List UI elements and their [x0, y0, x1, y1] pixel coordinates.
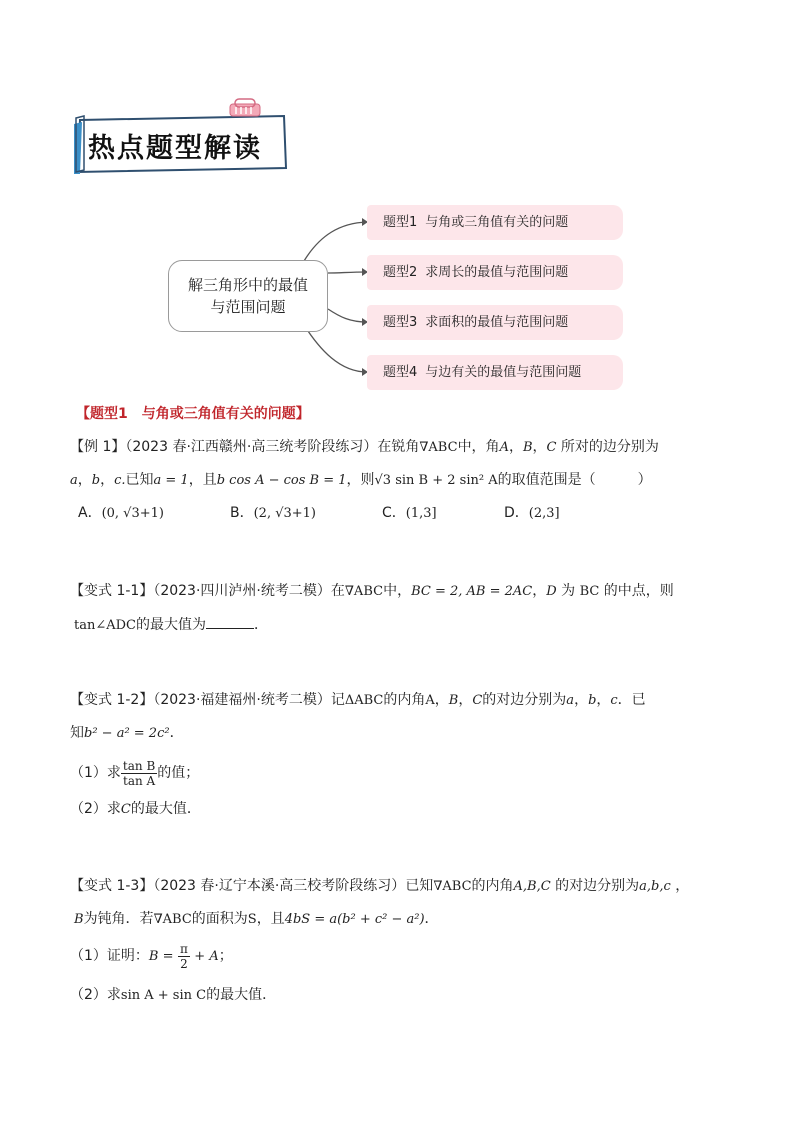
math: 4bS = a(b² + c² − a²)	[284, 912, 425, 927]
mindmap-branch-1	[367, 205, 623, 240]
math: ΔABC	[344, 693, 384, 708]
text: 知	[70, 725, 84, 741]
mindmap-root-label: 解三角形中的最值与范围问题	[187, 276, 308, 316]
math: b	[588, 693, 597, 708]
option-b	[230, 503, 316, 524]
text: ，	[458, 692, 473, 708]
variant-1-2-question-1	[70, 757, 199, 789]
option-value: (2, √3+1)	[253, 506, 317, 521]
variant-1-3-question-1	[70, 940, 233, 973]
branch-tag: 题型1	[383, 215, 418, 230]
variant-1-1-line-2	[74, 614, 268, 636]
math: BC = 2, AB = 2AC	[411, 584, 533, 599]
math: C	[120, 802, 131, 817]
math: C	[472, 693, 483, 708]
math: A	[499, 440, 509, 455]
text: 所对的边分别为	[560, 439, 659, 455]
text: ，则	[346, 472, 375, 488]
variant-tag: 【变式 1-3】	[70, 878, 154, 894]
math: tan∠ADC	[74, 618, 136, 633]
branch-label: 求周长的最值与范围问题	[425, 265, 569, 280]
text: 已知	[125, 472, 154, 488]
text: 为	[561, 583, 576, 599]
math: B =	[148, 949, 174, 964]
variant-1-2-line-2	[70, 723, 184, 744]
text: 的最大值为	[136, 617, 206, 633]
math: sin A + sin C	[120, 988, 207, 1003]
text: ．	[254, 617, 268, 633]
math: BC	[579, 584, 600, 599]
mindmap-branch-4	[367, 355, 623, 390]
example-1-line-2	[70, 470, 652, 491]
branch-label: 求面积的最值与范围问题	[425, 315, 569, 330]
text: （1）求	[70, 765, 121, 781]
text: ，	[434, 692, 449, 708]
text: 已知	[405, 878, 434, 894]
answer-blank[interactable]	[206, 614, 254, 629]
math: a	[70, 473, 78, 488]
text: ，	[532, 439, 547, 455]
section-heading: 【题型1 与角或三角值有关的问题】	[76, 406, 310, 422]
branch-tag: 题型4	[383, 365, 418, 380]
math: a,b,c	[639, 879, 671, 894]
option-key: A．	[78, 505, 102, 521]
text: ，且	[188, 472, 217, 488]
fraction-numerator: tan B	[122, 758, 156, 773]
text: ，且	[256, 911, 285, 927]
option-c	[382, 503, 437, 524]
math: c.	[114, 473, 126, 488]
text: ，	[532, 583, 547, 599]
text: 的内角	[471, 878, 514, 894]
option-value: (2,3]	[528, 506, 560, 521]
variant-1-2-line-1	[70, 690, 646, 711]
text: 记	[330, 692, 345, 708]
text: ，	[100, 472, 115, 488]
text: 为钝角．若	[83, 911, 154, 927]
math: √3 sin B + 2 sin² A	[374, 473, 498, 488]
example-source: （2023 春·江西赣州·高三统考阶段练习）	[125, 439, 378, 455]
math: D	[546, 584, 557, 599]
example-tag: 【例 1】	[70, 439, 126, 455]
text: ，	[596, 692, 611, 708]
text: 的对边分别为	[482, 692, 567, 708]
text: 的面积为	[191, 911, 248, 927]
math: + A	[194, 949, 219, 964]
fraction	[178, 942, 190, 971]
text: （1）证明：	[70, 948, 149, 964]
text: 的对边分别为	[555, 878, 640, 894]
text: ；	[218, 948, 233, 964]
text: ，	[77, 472, 92, 488]
variant-1-3-line-1	[70, 876, 689, 897]
variant-source: （2023·四川泸州·统考二模）	[153, 583, 331, 599]
math: B	[448, 693, 459, 708]
branch-tag: 题型2	[383, 265, 418, 280]
text: 中，	[383, 583, 412, 599]
variant-source: （2023·福建福州·统考二模）	[153, 692, 331, 708]
fraction-numerator: π	[179, 941, 188, 956]
math: b	[91, 473, 101, 488]
option-key: D．	[504, 505, 529, 521]
text: ，	[508, 439, 523, 455]
variant-1-1-line-1	[70, 581, 674, 602]
math: S	[247, 912, 257, 927]
option-value: (1,3]	[405, 506, 437, 521]
text: ．	[424, 911, 439, 927]
text: 的取值范围是（ ）	[497, 472, 652, 488]
text: （2）求	[70, 801, 121, 817]
variant-1-3-line-2	[74, 909, 439, 930]
math: B	[522, 440, 533, 455]
text: 的内角	[383, 692, 426, 708]
variant-source: （2023 春·辽宁本溪·高三校考阶段练习）	[153, 878, 406, 894]
text: 在	[330, 583, 345, 599]
variant-1-3-question-2	[70, 985, 276, 1006]
option-key: B．	[230, 505, 254, 521]
variant-tag: 【变式 1-1】	[70, 583, 154, 599]
math: b cos A − cos B = 1	[216, 473, 347, 488]
mindmap-branch-3	[367, 305, 623, 340]
math: ∇ABC	[433, 879, 472, 894]
text: ，	[574, 692, 589, 708]
math: A,B,C	[513, 879, 551, 894]
math: ∇ABC	[153, 912, 192, 927]
option-d	[504, 503, 560, 524]
example-1-options	[78, 503, 598, 525]
variant-1-2-question-2	[70, 799, 201, 820]
math: b² − a² = 2c²	[84, 726, 170, 741]
text: ．	[169, 725, 184, 741]
math: A	[425, 693, 435, 708]
math: a	[566, 693, 575, 708]
variant-tag: 【变式 1-2】	[70, 692, 154, 708]
branch-tag: 题型3	[383, 315, 418, 330]
text: ．已	[617, 692, 646, 708]
math: C	[546, 440, 557, 455]
text: 中，角	[457, 439, 500, 455]
text: 在锐角	[377, 439, 420, 455]
fraction	[121, 759, 157, 788]
text: 的中点，则	[603, 583, 674, 599]
math: ∇ABC	[344, 584, 384, 599]
text: 的最大值．	[130, 801, 201, 817]
math: ∇ABC	[419, 440, 458, 455]
text: ，	[675, 878, 690, 894]
mindmap-root	[168, 260, 328, 332]
mindmap-branch-2	[367, 255, 623, 290]
branch-label: 与边有关的最值与范围问题	[425, 365, 582, 380]
text: （2）求	[70, 987, 121, 1003]
option-value: (0, √3+1)	[101, 506, 164, 521]
text: 的最大值．	[206, 987, 277, 1003]
fraction-denominator: 2	[180, 956, 188, 971]
text: 的值；	[157, 765, 200, 781]
math: a = 1	[153, 473, 189, 488]
math: B	[74, 912, 84, 927]
option-a	[78, 503, 164, 524]
banner-title: 热点题型解读	[88, 133, 262, 164]
example-1-line-1	[70, 437, 659, 458]
option-key: C．	[382, 505, 406, 521]
math: c	[610, 693, 618, 708]
branch-label: 与角或三角值有关的问题	[425, 215, 569, 230]
binder-clip-icon	[228, 98, 262, 120]
fraction-denominator: tan A	[123, 773, 156, 788]
